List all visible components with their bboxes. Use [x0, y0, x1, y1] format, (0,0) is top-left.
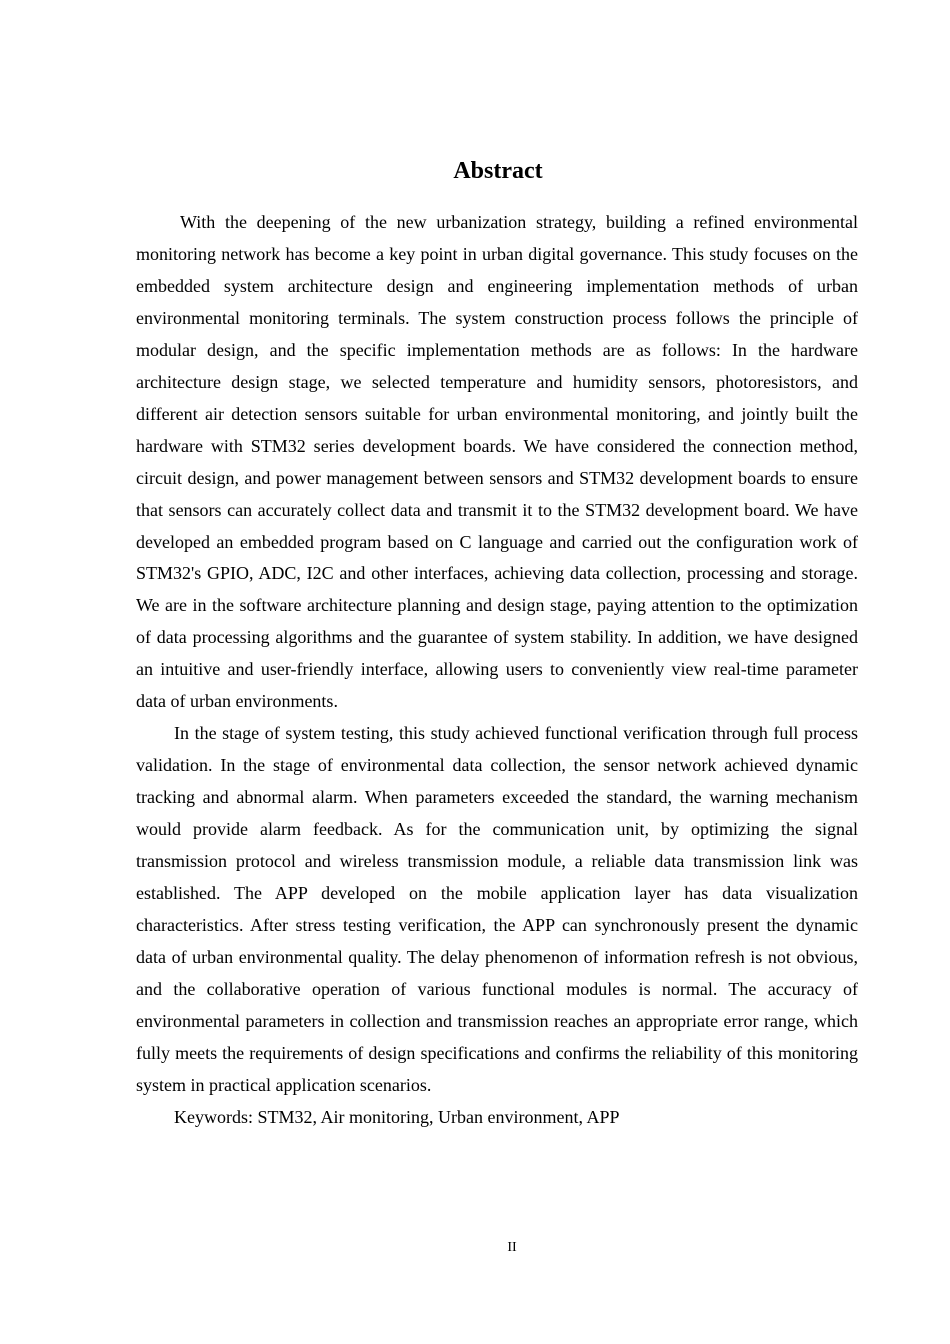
abstract-title: Abstract — [453, 158, 543, 184]
keywords-line: Keywords: STM32, Air monitoring, Urban environment, APP — [174, 1106, 620, 1127]
abstract-paragraph-2: In the stage of system testing, this study achieved functional verification through full process validation. In the stage of environmental data collection, the sensor network achieved dynamic tracking and abnormal alarm. When parameters exceeded the standard, the warning mechanism would provide alarm feedback. As for the communication unit, by optimizing the signal transmission protocol and wireless transmission module, a reliable data transmission link was established. The APP developed on the mobile application layer has data visualization characteristics. After stress testing verification, the APP can synchronously present the dynamic data of urban environmental quality. The delay phenomenon of information refresh is not obvious, and the collaborative operation of various functional modules is normal. The accuracy of environmental parameters in collection and transmission reaches an appropriate error range, which fully meets the requirements of design specifications and confirms the reliability of this monitoring system in practical application scenarios. — [136, 723, 858, 1095]
abstract-paragraph-1: With the deepening of the new urbanization strategy, building a refined environmental monitoring network has become a key point in urban digital governance. This study focuses on the embedded system architecture design and engineering implementation methods of urban environmental monitoring terminals. The system construction process follows the principle of modular design, and the specific implementation methods are as follows: In the hardware architecture design stage, we selected temperature and humidity sensors, photoresistors, and different air detection sensors suitable for urban environmental monitoring, and jointly built the hardware with STM32 series development boards. We have considered the connection method, circuit design, and power management between sensors and STM32 development boards to ensure that sensors can accurately collect data and transmit it to the STM32 development board. We have developed an embedded program based on C language and carried out the configuration work of STM32's GPIO, ADC, I2C and other interfaces, achieving data collection, processing and storage. We are in the software architecture planning and design stage, paying attention to the optimization of data processing algorithms and the guarantee of system stability. In addition, we have designed an intuitive and user-friendly interface, allowing users to conveniently view real-time parameter data of urban environments. — [136, 212, 858, 712]
abstract-body — [136, 207, 858, 1134]
page-number: II — [507, 1240, 517, 1255]
